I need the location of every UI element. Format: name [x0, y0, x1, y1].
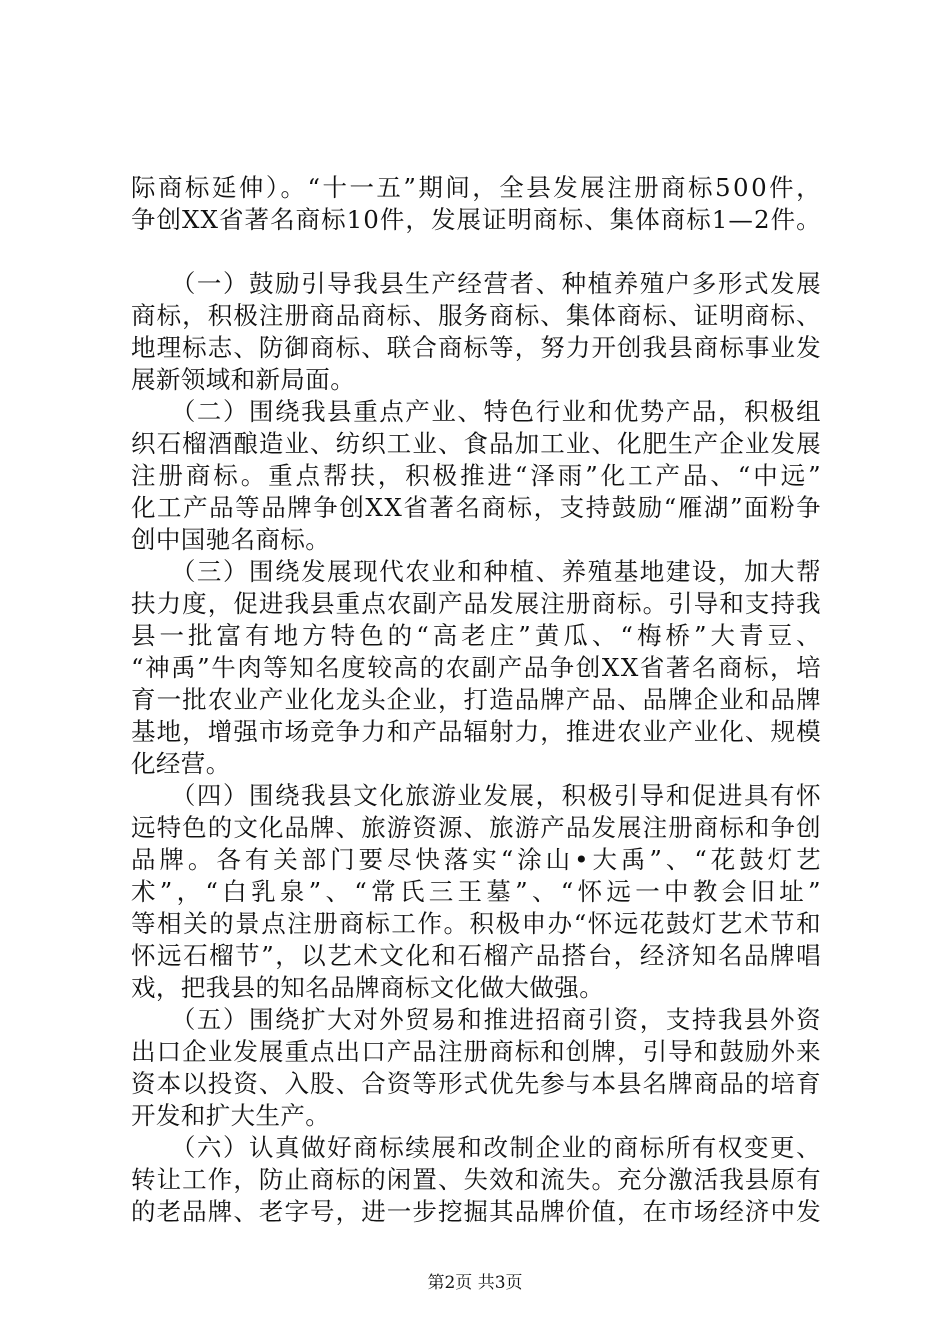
text-line: 展新领域和新局面。	[131, 365, 356, 394]
text-line: 基地，增强市场竞争力和产品辐射力，推进农业产业化、规模	[131, 717, 822, 746]
text-line: （一）鼓励引导我县生产经营者、种植养殖户多形式发展	[131, 269, 823, 298]
text-line: （三）围绕发展现代农业和种植、养殖基地建设，加大帮	[131, 557, 823, 586]
text-line: 资本以投资、入股、合资等形式优先参与本县名牌商品的培育	[131, 1069, 822, 1098]
text-line: 际商标延伸）。“十一五”期间，全县发展注册商标500件，	[131, 173, 824, 202]
text-line: 怀远石榴节”，以艺术文化和石榴产品搭台，经济知名品牌唱	[131, 941, 823, 970]
text-line: 的老品牌、老字号，进一步挖掘其品牌价值，在市场经济中发	[131, 1197, 822, 1226]
text-line: （五）围绕扩大对外贸易和推进招商引资，支持我县外资	[131, 1005, 823, 1034]
text-line: （六）认真做好商标续展和改制企业的商标所有权变更、	[131, 1133, 823, 1162]
text-line: 等相关的景点注册商标工作。积极申办“怀远花鼓灯艺术节和	[131, 909, 823, 938]
page-footer: 第2页 共3页	[427, 1273, 523, 1293]
text-line: 化经营。	[131, 749, 231, 778]
text-line: 术”，“白乳泉”、“常氏三王墓”、“怀远一中教会旧址”	[131, 877, 825, 906]
text-line: （二）围绕我县重点产业、特色行业和优势产品，积极组	[131, 397, 823, 426]
text-line: 地理标志、防御商标、联合商标等，努力开创我县商标事业发	[131, 333, 822, 362]
text-line: 出口企业发展重点出口产品注册商标和创牌，引导和鼓励外来	[131, 1037, 822, 1066]
document-body	[131, 172, 825, 1228]
text-line: 转让工作，防止商标的闲置、失效和流失。充分激活我县原有	[131, 1165, 822, 1194]
text-line: 戏，把我县的知名品牌商标文化做大做强。	[131, 973, 605, 1002]
paragraph-gap	[131, 236, 821, 268]
text-line: 创中国驰名商标。	[131, 525, 331, 554]
text-line: 化工产品等品牌争创XX省著名商标，支持鼓励“雁湖”面粉争	[131, 493, 823, 522]
text-line: 织石榴酒酿造业、纺织工业、食品加工业、化肥生产企业发展	[131, 429, 822, 458]
text-line: 扶力度，促进我县重点农副产品发展注册商标。引导和支持我	[131, 589, 822, 618]
text-line: 品牌。各有关部门要尽快落实“涂山•大禹”、“花鼓灯艺	[131, 845, 825, 874]
text-line: 县一批富有地方特色的“高老庄”黄瓜、“梅桥”大青豆、	[131, 621, 825, 650]
text-line: 远特色的文化品牌、旅游资源、旅游产品发展注册商标和争创	[131, 813, 822, 842]
text-line: 商标，积极注册商品商标、服务商标、集体商标、证明商标、	[131, 301, 822, 330]
text-line: 争创XX省著名商标10件，发展证明商标、集体商标1—2件。	[131, 205, 822, 234]
text-line: 注册商标。重点帮扶，积极推进“泽雨”化工产品、“中远”	[131, 461, 824, 490]
text-line: 育一批农业产业化龙头企业，打造品牌产品、品牌企业和品牌	[131, 685, 822, 714]
text-line: “神禹”牛肉等知名度较高的农副产品争创XX省著名商标，培	[131, 653, 823, 682]
text-line: 开发和扩大生产。	[131, 1101, 331, 1130]
text-line: （四）围绕我县文化旅游业发展，积极引导和促进具有怀	[131, 781, 823, 810]
